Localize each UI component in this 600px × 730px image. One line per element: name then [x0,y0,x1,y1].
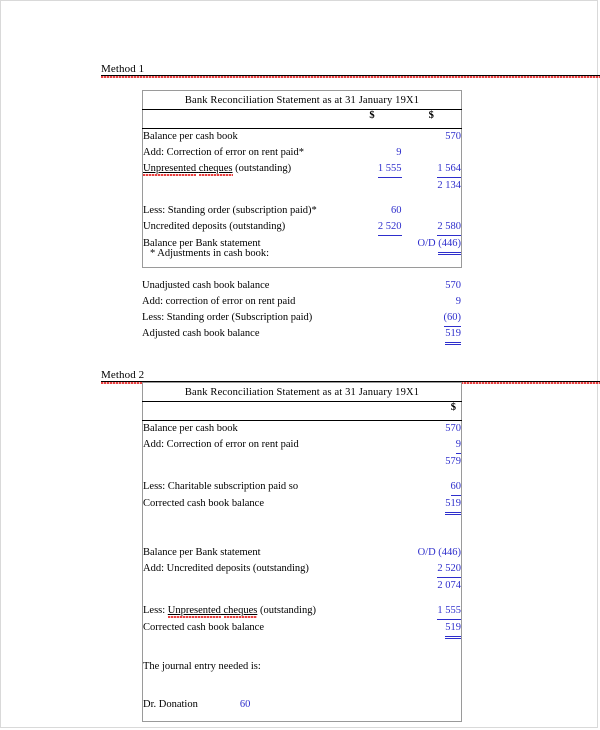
adjustment-label: Unadjusted cash book balance [142,280,270,291]
value-570: 570 [445,131,462,142]
row-label-prefix: Less: [143,605,168,616]
adjustment-value: 519 [445,326,461,343]
value-519-corrected: 519 [445,620,461,637]
value-9: 9 [456,437,461,454]
table-row [143,129,462,146]
row-label: Balance per cash book [143,423,238,434]
row-label [143,454,402,470]
list-item [142,326,461,342]
row-label-tail: (outstanding) [232,163,292,174]
row-value-col1 [343,203,402,219]
adjustment-value: 9 [455,296,461,307]
table-row [143,578,462,594]
spacer-cell [402,594,462,603]
row-value-col1 [343,236,402,253]
value-1564: 1 564 [437,161,461,178]
table-1-header-blank [143,110,343,129]
spacer-cell [343,253,402,267]
table-row [143,603,462,620]
spacer-cell [143,675,402,697]
table-row [143,437,462,454]
row-label: Corrected cash book balance [143,498,264,509]
list-item [142,294,461,310]
table-2-header-blank [143,402,402,421]
table-spacer-row [143,594,462,603]
row-label-tail: (outstanding) [257,605,316,616]
adjustment-label: Less: Standing order (Subscription paid) [142,312,313,323]
row-value-col2 [402,129,462,146]
table-row [143,561,462,578]
misspelled-word-unpresented: Unpresented [143,163,197,174]
row-value-col1 [343,219,402,236]
row-value [402,603,462,620]
row-value [402,561,462,578]
table-2-header-row [143,402,462,421]
journal-debit-amount: 60 [239,699,251,710]
misspelled-word-cheques: cheques [198,163,233,174]
value-od-446: O/D (446) [417,547,462,558]
value-2520: 2 520 [437,561,461,578]
journal-entry-note: The journal entry needed is: [143,661,261,672]
row-value [402,479,462,496]
value-446: (446) [438,236,461,253]
table-spacer-row [143,513,462,545]
row-value-col2 [402,219,462,236]
row-value-col2 [402,203,462,219]
row-value [402,421,462,438]
value-2134: 2 134 [437,180,462,191]
spacer-cell [402,470,462,479]
row-value [402,437,462,454]
value-1555: 1 555 [378,161,402,178]
row-label: Less: Standing order (subscription paid)* [143,205,317,216]
row-value-col2 [402,236,462,253]
spacer-cell [402,637,462,659]
row-value [402,578,462,594]
value-1555: 1 555 [437,603,461,620]
table-row [143,145,462,161]
method-2-statement-table [142,382,462,722]
adjustment-label: Adjusted cash book balance [142,328,260,339]
value-od-prefix: O/D [417,238,436,249]
row-value [402,454,462,470]
list-item [142,278,461,294]
table-row [143,421,462,438]
row-value-col2 [402,161,462,178]
row-value-col1 [343,145,402,161]
table-1-header-col1: $ [343,110,402,129]
row-label: Balance per Bank statement [143,238,261,249]
value-2580: 2 580 [437,219,461,236]
value-60: 60 [391,205,402,216]
adjustment-label: Add: correction of error on rent paid [142,296,296,307]
row-value [402,659,462,675]
row-label: Corrected cash book balance [143,622,264,633]
adjustment-value: 570 [445,280,461,291]
row-label: Less: Charitable subscription paid so [143,481,299,492]
method-1-heading: Method 1 [101,63,600,76]
spacer-cell [143,713,402,721]
row-value [402,545,462,561]
row-label [143,603,402,620]
value-570: 570 [445,423,462,434]
row-label [143,178,343,194]
spacer-cell [402,194,462,203]
misspelled-word-cheques: cheques [223,605,258,616]
method-1-statement-table [142,90,462,268]
row-value-col1 [343,178,402,194]
spacer-cell [402,253,462,267]
spacer-cell [402,675,462,697]
value-2074: 2 074 [437,580,462,591]
value-2520: 2 520 [378,219,402,236]
table-row [143,178,462,194]
spacer-cell [402,713,462,721]
spacer-cell [143,470,402,479]
table-spacer-row [143,470,462,479]
table-1-header-col2: $ [402,110,462,129]
row-label: Add: Uncredited deposits (outstanding) [143,563,309,574]
row-value [402,697,462,713]
row-label: Uncredited deposits (outstanding) [143,221,286,232]
table-1-header-row [143,110,462,129]
row-value-col1 [343,129,402,146]
row-label: Add: Correction of error on rent paid* [143,147,304,158]
row-label [143,161,343,178]
row-label: Add: Correction of error on rent paid [143,439,299,450]
table-row [143,203,462,219]
table-row [143,659,462,675]
table-row [143,496,462,513]
table-2-header-col: $ [402,402,462,421]
table-row [143,219,462,236]
table-2-title-row [143,383,462,402]
misspelled-word-unpresented: Unpresented [167,605,221,616]
table-row [143,479,462,496]
value-519-cashbook: 519 [445,496,461,513]
table-spacer-row [143,675,462,697]
adjustment-value: (60) [444,310,462,327]
row-value-col2 [402,178,462,194]
table-row [143,697,462,713]
table-spacer-row [143,194,462,203]
row-label: Balance per Bank statement [143,547,261,558]
row-label: Balance per cash book [143,131,238,142]
table-row [143,620,462,637]
table-1-title: Bank Reconciliation Statement as at 31 January 19X1 [143,91,462,110]
row-value-col1 [343,161,402,178]
row-label [143,578,402,594]
row-value [402,496,462,513]
value-60: 60 [451,479,462,496]
spacer-cell [143,194,343,203]
table-row [143,545,462,561]
spacer-cell [143,594,402,603]
spacer-cell [143,637,402,659]
table-2-title: Bank Reconciliation Statement as at 31 January 19X1 [143,383,462,402]
adjustments-list [142,278,461,342]
spacer-cell [402,513,462,545]
row-label [143,697,402,713]
table-row [143,454,462,470]
list-item [142,310,461,326]
method-2-heading: Method 2 [101,369,600,382]
table-row [143,161,462,178]
journal-debit-label: Dr. Donation [143,699,198,710]
row-value-col2 [402,145,462,161]
spacer-cell [343,194,402,203]
table-bottom-pad-row [143,713,462,721]
table-1-title-row [143,91,462,110]
spacer-cell [143,513,402,545]
value-579: 579 [445,456,462,467]
table-spacer-row [143,637,462,659]
value-9: 9 [396,147,402,158]
row-value [402,620,462,637]
adjustments-footnote: * Adjustments in cash book: [150,248,269,259]
